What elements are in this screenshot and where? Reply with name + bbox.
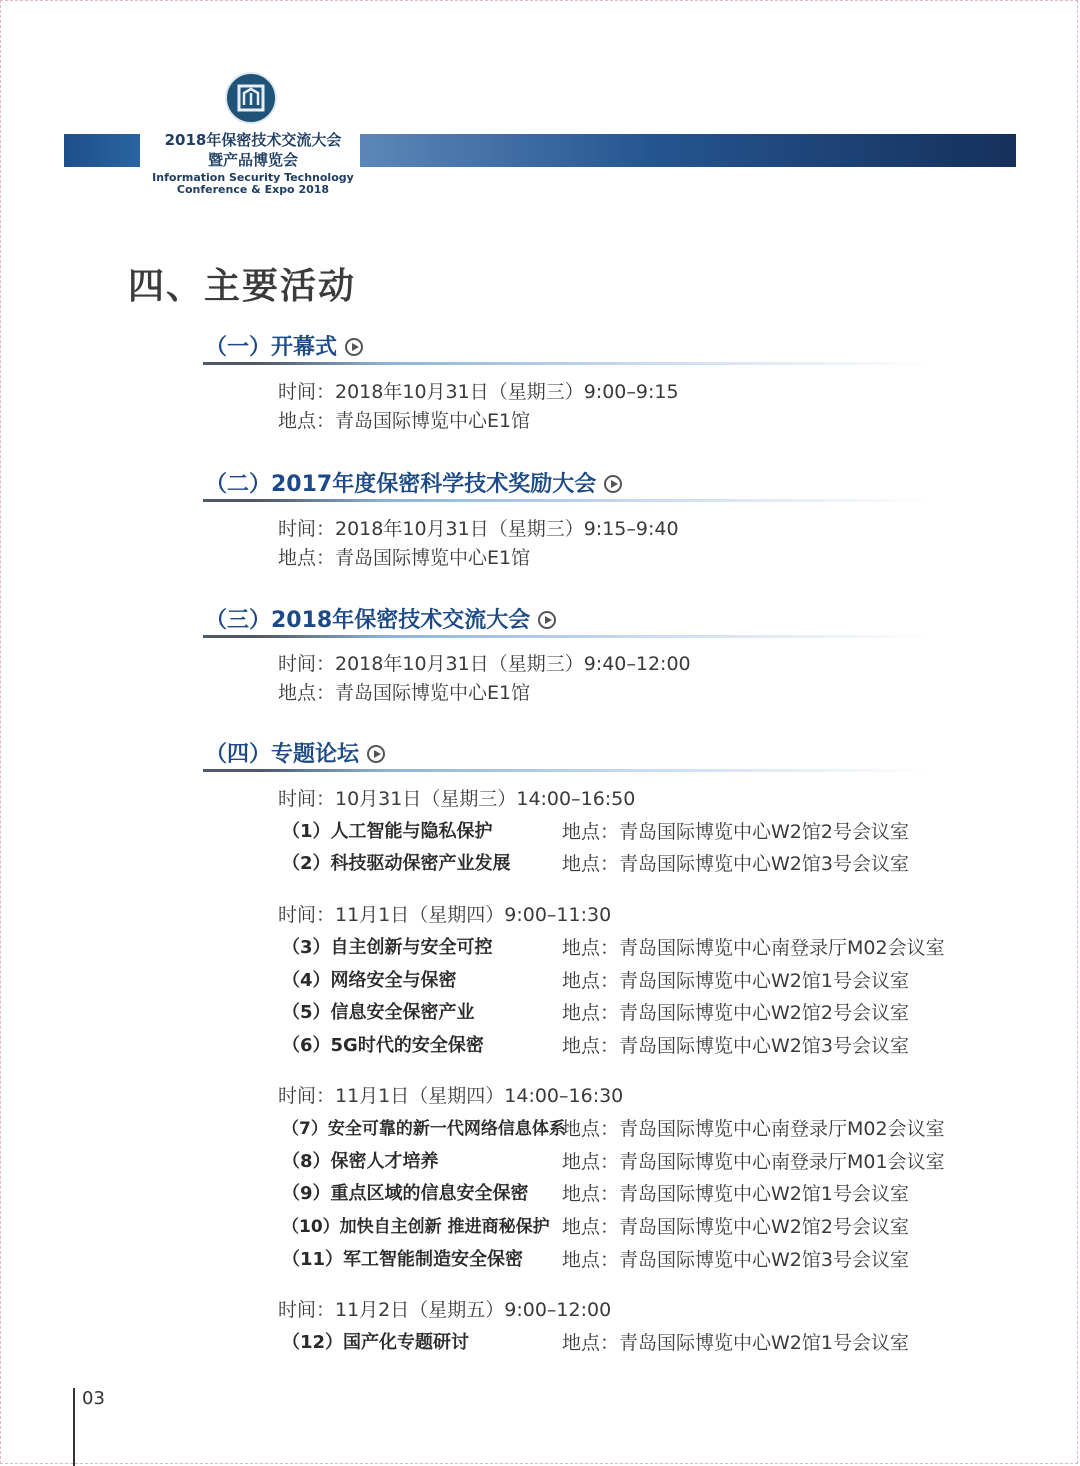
forum-item-place: 地点：青岛国际博览中心W2馆3号会议室 xyxy=(562,853,909,875)
section-heading-3-text: （三）2018年保密技术交流大会 xyxy=(205,608,531,633)
forum-item-name: （7）安全可靠的新一代网络信息体系 xyxy=(282,1119,566,1139)
header-cn-line1: 2018年保密技术交流大会 xyxy=(164,131,342,149)
forum-item-place: 地点：青岛国际博览中心南登录厅M02会议室 xyxy=(562,1118,945,1140)
play-icon xyxy=(345,338,363,356)
forum-item-place: 地点：青岛国际博览中心南登录厅M02会议室 xyxy=(562,937,945,959)
forum-group-3-time: 时间：11月1日（星期四）14:00–16:30 xyxy=(278,1085,624,1107)
page-number: 03 xyxy=(82,1388,105,1409)
section-heading-4-text: （四）专题论坛 xyxy=(205,742,360,767)
section-rule xyxy=(203,635,933,638)
forum-item-place: 地点：青岛国际博览中心W2馆2号会议室 xyxy=(562,1216,909,1238)
forum-item-name: （11）军工智能制造安全保密 xyxy=(282,1249,524,1270)
forum-item-name: （8）保密人才培养 xyxy=(282,1151,439,1172)
section-2-place: 地点：青岛国际博览中心E1馆 xyxy=(278,547,531,569)
forum-item-name: （1）人工智能与隐私保护 xyxy=(282,821,493,842)
forum-item-name: （4）网络安全与保密 xyxy=(282,970,457,991)
section-rule xyxy=(203,769,933,772)
forum-item-place: 地点：青岛国际博览中心W2馆1号会议室 xyxy=(562,970,909,992)
section-heading-1 xyxy=(205,330,363,361)
forum-item-name: （9）重点区域的信息安全保密 xyxy=(282,1183,529,1204)
forum-item-name: （10）加快自主创新 推进商秘保护 xyxy=(282,1217,550,1237)
forum-item-place: 地点：青岛国际博览中心W2馆1号会议室 xyxy=(562,1332,909,1354)
play-icon xyxy=(367,745,385,763)
forum-group-1-time: 时间：10月31日（星期三）14:00–16:50 xyxy=(278,788,636,810)
section-1-time: 时间：2018年10月31日（星期三）9:00–9:15 xyxy=(278,381,679,403)
header-band-right xyxy=(360,134,1016,167)
forum-item-name: （2）科技驱动保密产业发展 xyxy=(282,853,511,874)
section-rule xyxy=(203,499,933,502)
header-title-cn xyxy=(148,130,358,170)
section-3-place: 地点：青岛国际博览中心E1馆 xyxy=(278,682,531,704)
forum-group-4-time: 时间：11月2日（星期五）9:00–12:00 xyxy=(278,1299,612,1321)
forum-item-place: 地点：青岛国际博览中心南登录厅M01会议室 xyxy=(562,1151,945,1173)
conference-logo-icon xyxy=(225,72,277,124)
page-number-rule xyxy=(73,1388,75,1466)
section-3-time: 时间：2018年10月31日（星期三）9:40–12:00 xyxy=(278,653,691,675)
header-en-line2: Conference & Expo 2018 xyxy=(176,183,330,196)
section-heading-4 xyxy=(205,737,385,768)
forum-item-place: 地点：青岛国际博览中心W2馆3号会议室 xyxy=(562,1035,909,1057)
play-icon xyxy=(538,611,556,629)
play-icon xyxy=(604,475,622,493)
forum-item-place: 地点：青岛国际博览中心W2馆3号会议室 xyxy=(562,1249,909,1271)
header-title-en xyxy=(148,172,358,196)
forum-item-place: 地点：青岛国际博览中心W2馆1号会议室 xyxy=(562,1183,909,1205)
header-cn-line2: 暨产品博览会 xyxy=(207,151,298,169)
section-rule xyxy=(203,362,933,365)
forum-item-place: 地点：青岛国际博览中心W2馆2号会议室 xyxy=(562,1002,909,1024)
page-title: 四、主要活动 xyxy=(128,266,357,307)
forum-item-name: （5）信息安全保密产业 xyxy=(282,1002,475,1023)
forum-item-name: （12）国产化专题研讨 xyxy=(282,1332,470,1353)
forum-item-name: （6）5G时代的安全保密 xyxy=(282,1035,484,1056)
section-heading-2-text: （二）2017年度保密科学技术奖励大会 xyxy=(205,472,597,497)
section-1-place: 地点：青岛国际博览中心E1馆 xyxy=(278,410,531,432)
section-heading-2 xyxy=(205,467,622,498)
forum-item-name: （3）自主创新与安全可控 xyxy=(282,937,493,958)
section-2-time: 时间：2018年10月31日（星期三）9:15–9:40 xyxy=(278,518,679,540)
header-en-line1: Information Security Technology xyxy=(152,171,354,184)
forum-item-place: 地点：青岛国际博览中心W2馆2号会议室 xyxy=(562,821,909,843)
section-heading-1-text: （一）开幕式 xyxy=(205,335,338,360)
forum-group-2-time: 时间：11月1日（星期四）9:00–11:30 xyxy=(278,904,612,926)
section-heading-3 xyxy=(205,603,556,634)
header-band-left xyxy=(64,134,140,167)
